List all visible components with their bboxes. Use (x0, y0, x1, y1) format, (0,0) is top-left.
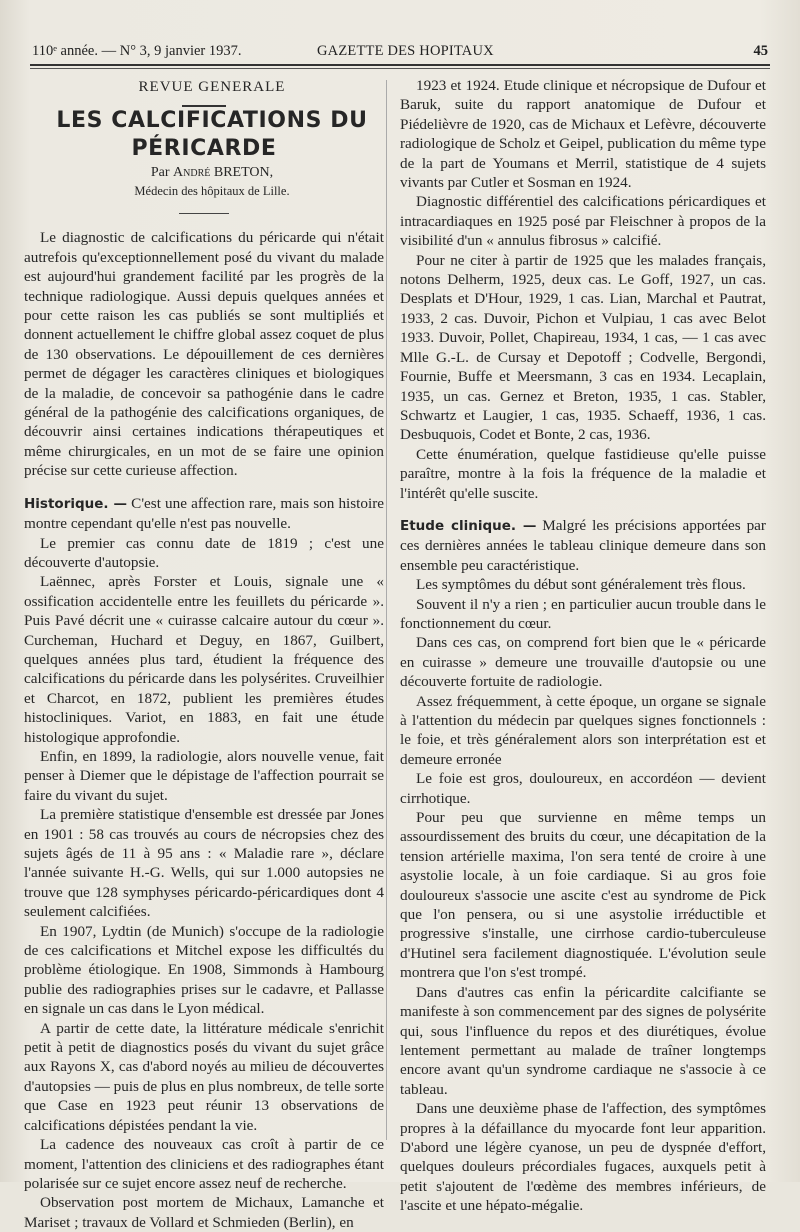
etude-heading: Etude clinique. — (400, 518, 536, 534)
continued-history-text (400, 76, 766, 503)
body-paragraph: Dans d'autres cas enfin la péricardite calcifiante se manifeste à son commencement par des signes de polysérite qui, sous l'influence du repos et des diurétiques, évolue lentement permettant au malade de traîner longtemps encore avant qu'un syndrome cardiaque ne s'associe à ce tableau. (400, 983, 766, 1099)
intro-text (24, 228, 384, 480)
article-title: LES CALCIFICATIONS DU PÉRICARDE (24, 107, 384, 163)
etude-paragraph (400, 516, 766, 575)
historique-text-body (24, 534, 384, 1232)
body-paragraph: En 1907, Lydtin (de Munich) s'occupe de la radiologie de ces calcifications et Mitchel expose les difficultés du problème étiologique. En 1908, Simmonds à Hambourg publie des radiographies prises sur le cadavre, et Pallasse en signale un cas dans le Lyon médical. (24, 922, 384, 1019)
author-name: André BRETON, (173, 165, 273, 180)
body-paragraph: Assez fréquemment, à cette époque, un organe se signale à l'attention du médecin par quelques signes fonctionnels : le foie, et très généralement alors son interprétation est et demeure erronée (400, 692, 766, 770)
header-rule (30, 64, 770, 66)
body-paragraph: Diagnostic différentiel des calcifications péricardiques et intracardiaques en 1925 posé par Fleischner à propos de la visibilité d'un « annulus fibrosus » calcifié. (400, 192, 766, 250)
body-paragraph: Cette énumération, quelque fastidieuse qu'elle puisse paraître, montre à la fois la fréquence de la maladie et l'intérêt qu'elle suscite. (400, 445, 766, 503)
left-column (24, 78, 384, 1232)
body-paragraph: Le foie est gros, douloureux, en accordéon — devient cirrhotique. (400, 769, 766, 808)
body-paragraph: Laënnec, après Forster et Louis, signale une « ossification accidentelle entre les feuillets du péricarde ». Puis Pavé décrit une « cuirasse calcaire autour du cœur ». Curcheman, Huchard et Deguy, en 1867, Guilbert, quelques années plus tard, étudient la fréquence des calcifications du péricarde dans les polysérites. Cruveilhier et Charcot, en 1872, publient les premières études histocliniques. Variot, en 1883, en fait une étude histologique approfondie. (24, 572, 384, 747)
historique-paragraph (24, 494, 384, 534)
section-rubric: REVUE GENERALE (24, 78, 384, 97)
body-paragraph: Le diagnostic de calcifications du péricarde qui n'était autrefois qu'exceptionnellement posé du vivant du malade est aujourd'hui grandement facilité par les progrès de la technique radiologique. Aussi depuis quelques années et pour cette raison les cas publiés se sont multipliés et donnent actuellement le chiffre global assez coquet de plus de 130 observations. Le dépouillement de ces dernières permet de dégager les caractères cliniques et biologiques de la maladie, de concevoir sa pathogénie dans le cadre général de la pathogénie des calcifications organiques, de découvrir ainsi certaines indications thérapeutiques et même chirurgicales, en un mot de se faire une opinion précise sur cette curieuse affection. (24, 228, 384, 480)
body-paragraph: Les symptômes du début sont généralement très flous. (400, 575, 766, 594)
body-paragraph: A partir de cette date, la littérature médicale s'enrichit petit à petit de diagnostics posés du vivant du sujet grâce aux Rayons X, cas d'abord noyés au milieu de découvertes d'autopsies — puis de plus en plus nombreux, de telle sorte que Case en 1923 peut réunir 13 observations de calcifications dépistées pendant la vie. (24, 1019, 384, 1135)
body-paragraph: La première statistique d'ensemble est dressée par Jones en 1901 : 58 cas trouvés au cours de nécropsies chez des sujets âgés de 11 à 95 ans : « Maladie rare », déclare l'année suivante H.-G. Wells, qui sur 1.000 autopsies ne trouve que 128 symphyses péricardo-péricardiques dont 4 seulement calcifiées. (24, 805, 384, 921)
issue-info: 110ᵉ année. — N° 3, 9 janvier 1937. (32, 43, 242, 60)
body-paragraph: Le premier cas connu date de 1819 ; c'est une découverte d'autopsie. (24, 534, 384, 573)
journal-name: GAZETTE DES HOPITAUX (317, 43, 494, 60)
header-rule-thin (30, 68, 770, 69)
running-header (32, 43, 768, 63)
body-paragraph: La cadence des nouveaux cas croît à partir de ce moment, l'attention des cliniciens et des radiographes étant polarisée sur ce sujet encore assez neuf de recherche. (24, 1135, 384, 1193)
body-paragraph: 1923 et 1924. Etude clinique et nécropsique de Dufour et Baruk, suite du rapport anatomique de Dufour et Piédelièvre de 1920, cas de Michaux et Lefèvre, découverte radiologique de Scholz et Geipel, publication du même type de la part de Youmans et Merril, statistique de 4 sujets vivants par Cutler et Sosman en 1924. (400, 76, 766, 192)
author-affiliation: Médecin des hôpitaux de Lille. (24, 182, 384, 201)
column-divider (386, 80, 387, 1140)
etude-text: Malgré les précisions apportées par ces dernières années le tableau clinique demeure dans son ensemble peu caractéristique. (400, 517, 766, 574)
body-paragraph: Enfin, en 1899, la radiologie, alors nouvelle venue, fait penser à Diemer que le dépistage de l'affection pourrait se faire du vivant du sujet. (24, 747, 384, 805)
byline-prefix: Par (151, 165, 170, 180)
title-rule (179, 213, 229, 214)
body-paragraph: Souvent il n'y a rien ; en particulier aucun trouble dans le fonctionnement du cœur. (400, 595, 766, 634)
body-paragraph: Pour peu que survienne en même temps un assourdissement des bruits du cœur, une décapitation de la tension artérielle maxima, l'on sera tenté de croire à une asystolie locale, à un foie cardiaque. Si au gros foie douloureux s'associe une ascite c'est au syndrome de Pick que l'on pensera, ou si une asystolie irréductible et progressive s'installe, une cirrhose cardio-tuberculeuse d'Hutinel sera facilement diagnostiquée. L'évolution seule montrera que l'on s'est trompé. (400, 808, 766, 983)
right-column (400, 76, 766, 1216)
byline (24, 163, 384, 182)
historique-text: C'est une affection rare, mais son histoire montre cependant qu'elle n'est pas nouvelle. (24, 495, 384, 532)
page-number: 45 (754, 43, 769, 60)
body-paragraph: Dans une deuxième phase de l'affection, des symptômes propres à la défaillance du myocarde font leur apparition. D'abord une légère cyanose, un peu de dyspnée d'effort, quelques douleurs précordiales fugaces, auxquels petit à petit s'ajoutent de l'œdème des membres inférieurs, de l'ascite et une hépato-mégalie. (400, 1099, 766, 1215)
body-paragraph: Pour ne citer à partir de 1925 que les malades français, notons Delherm, 1925, deux cas. Le Goff, 1927, un cas. Desplats et D'Hour, 1929, 1 cas. Lian, Marchal et Pautrat, 1933, 2 cas. Duvoir, Pichon et Vulpiau, 1 cas avec Belot 1933. Duvoir, Pollet, Chapireau, 1934, 1 cas, — 1 cas avec Mlle G.-L. de Cursay et Depotoff ; Codvelle, Bergondi, Fournie, Buffe et Meersmann, 3 cas en 1934. Lecaplain, 1935, un cas. Gernez et Breton, 1935, 1 cas. Stabler, Schwartz et Laugier, 1 cas, 1935. Schaeff, 1936, 1 cas. Desbuquois, Codet et Bonte, 2 cas, 1936. (400, 251, 766, 445)
historique-heading: Historique. — (24, 496, 127, 512)
body-paragraph: Observation post mortem de Michaux, Lamanche et Mariset ; travaux de Vollard et Schmieden (Berlin), en (24, 1193, 384, 1232)
body-paragraph: Dans ces cas, on comprend fort bien que le « péricarde en cuirasse » demeure une trouvaille d'autopsie ou une découverte fortuite de radiologie. (400, 633, 766, 691)
clinical-text-body (400, 575, 766, 1215)
